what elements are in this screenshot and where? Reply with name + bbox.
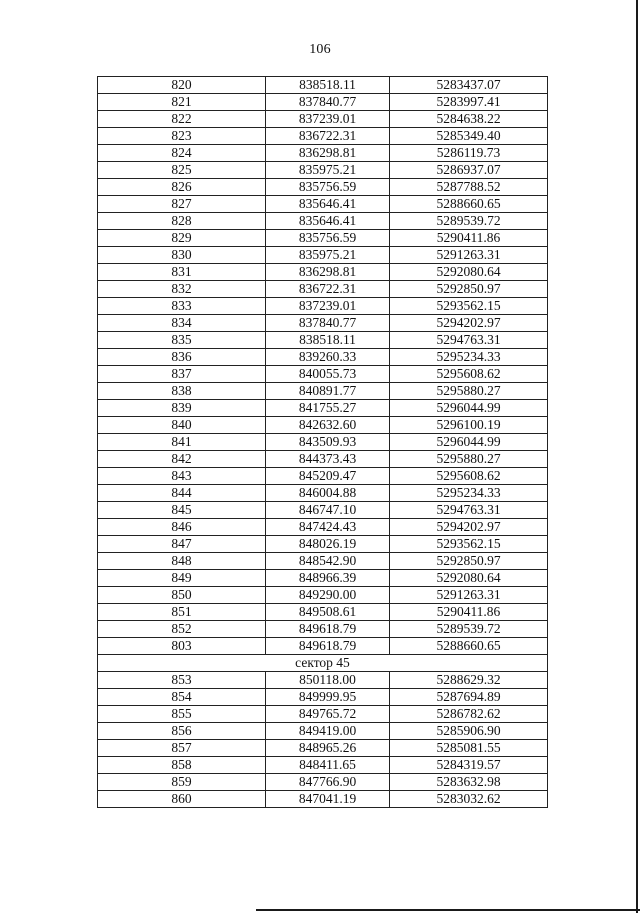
point-number-cell: 821 (98, 94, 266, 111)
y-coordinate-cell: 5295608.62 (390, 366, 548, 383)
point-number-cell: 827 (98, 196, 266, 213)
table-row (98, 281, 548, 298)
point-number-cell: 851 (98, 604, 266, 621)
y-coordinate-cell: 5286937.07 (390, 162, 548, 179)
point-number-cell: 834 (98, 315, 266, 332)
table-row (98, 332, 548, 349)
y-coordinate-cell: 5288629.32 (390, 672, 548, 689)
y-coordinate-cell: 5284638.22 (390, 111, 548, 128)
table-row (98, 179, 548, 196)
x-coordinate-cell: 835975.21 (266, 247, 390, 264)
point-number-cell: 833 (98, 298, 266, 315)
point-number-cell: 830 (98, 247, 266, 264)
table-row (98, 570, 548, 587)
x-coordinate-cell: 838518.11 (266, 332, 390, 349)
y-coordinate-cell: 5295234.33 (390, 349, 548, 366)
table-row (98, 604, 548, 621)
y-coordinate-cell: 5288660.65 (390, 196, 548, 213)
x-coordinate-cell: 849419.00 (266, 723, 390, 740)
x-coordinate-cell: 835975.21 (266, 162, 390, 179)
table-row (98, 366, 548, 383)
x-coordinate-cell: 846747.10 (266, 502, 390, 519)
x-coordinate-cell: 848026.19 (266, 536, 390, 553)
point-number-cell: 836 (98, 349, 266, 366)
point-number-cell: 852 (98, 621, 266, 638)
y-coordinate-cell: 5296044.99 (390, 400, 548, 417)
y-coordinate-cell: 5294763.31 (390, 502, 548, 519)
y-coordinate-cell: 5294763.31 (390, 332, 548, 349)
table-row (98, 485, 548, 502)
x-coordinate-cell: 837840.77 (266, 315, 390, 332)
table-row (98, 162, 548, 179)
page-edge-bottom (256, 909, 640, 911)
table-row (98, 451, 548, 468)
coordinates-table (97, 76, 548, 808)
point-number-cell: 844 (98, 485, 266, 502)
x-coordinate-cell: 835646.41 (266, 196, 390, 213)
x-coordinate-cell: 849999.95 (266, 689, 390, 706)
sector-label: сектор 45 (98, 655, 548, 672)
x-coordinate-cell: 849618.79 (266, 621, 390, 638)
table-row (98, 638, 548, 655)
x-coordinate-cell: 849508.61 (266, 604, 390, 621)
point-number-cell: 832 (98, 281, 266, 298)
x-coordinate-cell: 848965.26 (266, 740, 390, 757)
table-row (98, 468, 548, 485)
y-coordinate-cell: 5283997.41 (390, 94, 548, 111)
y-coordinate-cell: 5291263.31 (390, 587, 548, 604)
x-coordinate-cell: 845209.47 (266, 468, 390, 485)
y-coordinate-cell: 5295234.33 (390, 485, 548, 502)
point-number-cell: 855 (98, 706, 266, 723)
x-coordinate-cell: 848542.90 (266, 553, 390, 570)
point-number-cell: 859 (98, 774, 266, 791)
sector-header-row (98, 655, 548, 672)
point-number-cell: 845 (98, 502, 266, 519)
y-coordinate-cell: 5292850.97 (390, 553, 548, 570)
y-coordinate-cell: 5285081.55 (390, 740, 548, 757)
y-coordinate-cell: 5291263.31 (390, 247, 548, 264)
y-coordinate-cell: 5292080.64 (390, 264, 548, 281)
point-number-cell: 846 (98, 519, 266, 536)
y-coordinate-cell: 5285906.90 (390, 723, 548, 740)
y-coordinate-cell: 5290411.86 (390, 604, 548, 621)
table-row (98, 791, 548, 808)
x-coordinate-cell: 849765.72 (266, 706, 390, 723)
table-row (98, 94, 548, 111)
y-coordinate-cell: 5289539.72 (390, 621, 548, 638)
table-row (98, 77, 548, 94)
y-coordinate-cell: 5286782.62 (390, 706, 548, 723)
x-coordinate-cell: 849618.79 (266, 638, 390, 655)
x-coordinate-cell: 842632.60 (266, 417, 390, 434)
point-number-cell: 848 (98, 553, 266, 570)
y-coordinate-cell: 5286119.73 (390, 145, 548, 162)
y-coordinate-cell: 5293562.15 (390, 298, 548, 315)
point-number-cell: 829 (98, 230, 266, 247)
x-coordinate-cell: 839260.33 (266, 349, 390, 366)
table-row (98, 519, 548, 536)
page-number: 106 (309, 42, 331, 57)
x-coordinate-cell: 847041.19 (266, 791, 390, 808)
table-row (98, 723, 548, 740)
y-coordinate-cell: 5294202.97 (390, 315, 548, 332)
x-coordinate-cell: 835756.59 (266, 179, 390, 196)
table-row (98, 128, 548, 145)
point-number-cell: 854 (98, 689, 266, 706)
point-number-cell: 847 (98, 536, 266, 553)
table-row (98, 400, 548, 417)
table-row (98, 111, 548, 128)
table-row (98, 349, 548, 366)
y-coordinate-cell: 5295608.62 (390, 468, 548, 485)
table-row (98, 145, 548, 162)
table-row (98, 553, 548, 570)
x-coordinate-cell: 840891.77 (266, 383, 390, 400)
table-row (98, 230, 548, 247)
table-row (98, 264, 548, 281)
table-row (98, 383, 548, 400)
point-number-cell: 837 (98, 366, 266, 383)
table-row (98, 706, 548, 723)
y-coordinate-cell: 5288660.65 (390, 638, 548, 655)
x-coordinate-cell: 846004.88 (266, 485, 390, 502)
point-number-cell: 858 (98, 757, 266, 774)
x-coordinate-cell: 835756.59 (266, 230, 390, 247)
y-coordinate-cell: 5295880.27 (390, 383, 548, 400)
table-row (98, 757, 548, 774)
point-number-cell: 820 (98, 77, 266, 94)
point-number-cell: 849 (98, 570, 266, 587)
coordinates-table-body (98, 77, 548, 808)
point-number-cell: 857 (98, 740, 266, 757)
x-coordinate-cell: 838518.11 (266, 77, 390, 94)
x-coordinate-cell: 850118.00 (266, 672, 390, 689)
x-coordinate-cell: 843509.93 (266, 434, 390, 451)
y-coordinate-cell: 5295880.27 (390, 451, 548, 468)
x-coordinate-cell: 836298.81 (266, 264, 390, 281)
point-number-cell: 823 (98, 128, 266, 145)
y-coordinate-cell: 5294202.97 (390, 519, 548, 536)
point-number-cell: 835 (98, 332, 266, 349)
y-coordinate-cell: 5283032.62 (390, 791, 548, 808)
point-number-cell: 853 (98, 672, 266, 689)
point-number-cell: 843 (98, 468, 266, 485)
x-coordinate-cell: 841755.27 (266, 400, 390, 417)
x-coordinate-cell: 848411.65 (266, 757, 390, 774)
x-coordinate-cell: 847766.90 (266, 774, 390, 791)
table-row (98, 315, 548, 332)
x-coordinate-cell: 849290.00 (266, 587, 390, 604)
x-coordinate-cell: 848966.39 (266, 570, 390, 587)
point-number-cell: 822 (98, 111, 266, 128)
point-number-cell: 839 (98, 400, 266, 417)
point-number-cell: 825 (98, 162, 266, 179)
table-row (98, 417, 548, 434)
y-coordinate-cell: 5296100.19 (390, 417, 548, 434)
table-row (98, 672, 548, 689)
table-row (98, 740, 548, 757)
x-coordinate-cell: 837239.01 (266, 111, 390, 128)
table-row (98, 621, 548, 638)
x-coordinate-cell: 836722.31 (266, 128, 390, 145)
y-coordinate-cell: 5296044.99 (390, 434, 548, 451)
y-coordinate-cell: 5283632.98 (390, 774, 548, 791)
point-number-cell: 856 (98, 723, 266, 740)
y-coordinate-cell: 5292850.97 (390, 281, 548, 298)
point-number-cell: 828 (98, 213, 266, 230)
point-number-cell: 803 (98, 638, 266, 655)
y-coordinate-cell: 5287694.89 (390, 689, 548, 706)
table-row (98, 587, 548, 604)
page-edge-right (636, 0, 638, 913)
x-coordinate-cell: 837840.77 (266, 94, 390, 111)
table-row (98, 213, 548, 230)
table-row (98, 689, 548, 706)
point-number-cell: 840 (98, 417, 266, 434)
point-number-cell: 826 (98, 179, 266, 196)
y-coordinate-cell: 5285349.40 (390, 128, 548, 145)
table-row (98, 774, 548, 791)
point-number-cell: 838 (98, 383, 266, 400)
point-number-cell: 850 (98, 587, 266, 604)
point-number-cell: 841 (98, 434, 266, 451)
y-coordinate-cell: 5293562.15 (390, 536, 548, 553)
x-coordinate-cell: 836298.81 (266, 145, 390, 162)
table-row (98, 298, 548, 315)
table-row (98, 196, 548, 213)
table-row (98, 434, 548, 451)
y-coordinate-cell: 5283437.07 (390, 77, 548, 94)
y-coordinate-cell: 5284319.57 (390, 757, 548, 774)
point-number-cell: 831 (98, 264, 266, 281)
x-coordinate-cell: 847424.43 (266, 519, 390, 536)
y-coordinate-cell: 5290411.86 (390, 230, 548, 247)
point-number-cell: 842 (98, 451, 266, 468)
y-coordinate-cell: 5292080.64 (390, 570, 548, 587)
point-number-cell: 860 (98, 791, 266, 808)
x-coordinate-cell: 844373.43 (266, 451, 390, 468)
table-row (98, 502, 548, 519)
y-coordinate-cell: 5289539.72 (390, 213, 548, 230)
x-coordinate-cell: 835646.41 (266, 213, 390, 230)
table-row (98, 536, 548, 553)
point-number-cell: 824 (98, 145, 266, 162)
x-coordinate-cell: 837239.01 (266, 298, 390, 315)
x-coordinate-cell: 840055.73 (266, 366, 390, 383)
table-row (98, 247, 548, 264)
y-coordinate-cell: 5287788.52 (390, 179, 548, 196)
x-coordinate-cell: 836722.31 (266, 281, 390, 298)
